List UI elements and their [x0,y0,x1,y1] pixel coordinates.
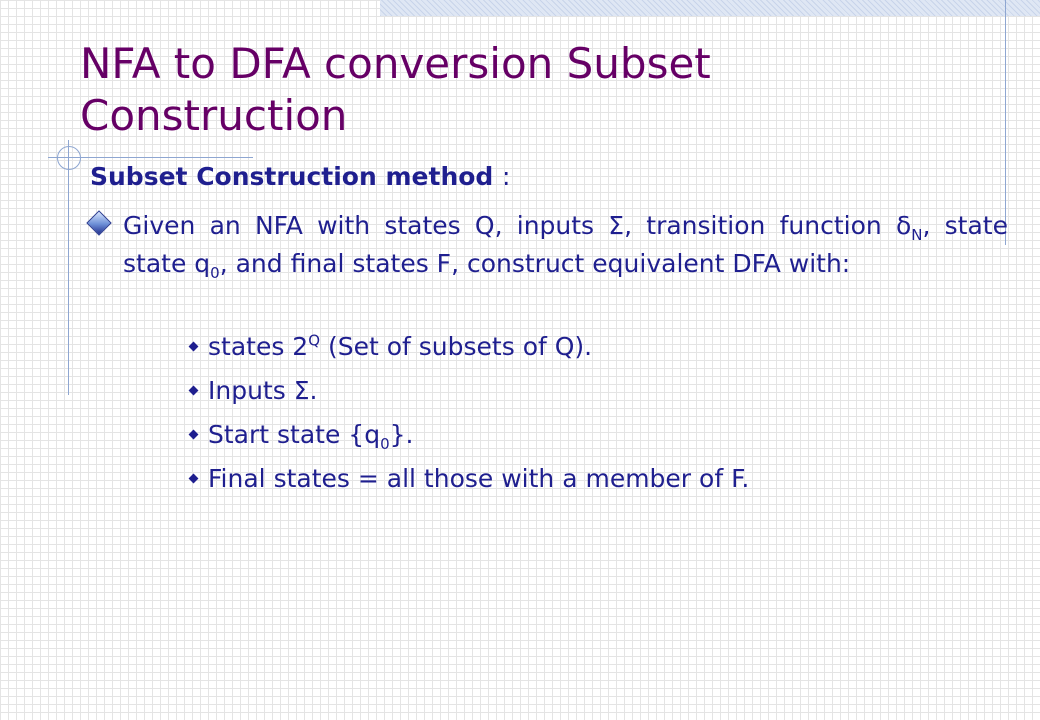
sub-bullet-final [188,460,968,498]
start-text: Start state {q [208,420,381,449]
sub-bullet-inputs [188,372,968,410]
bullet-text-part2: , state state q [123,211,1008,278]
main-bullet-text [123,207,1008,283]
small-diamond-icon [189,474,199,484]
small-diamond-icon [189,386,199,396]
sub-bullet-states [188,328,968,366]
main-bullet [88,207,1008,283]
sub-bullet-start [188,416,968,454]
small-diamond-icon [189,430,199,440]
bullet-text-part3: , and final states F, construct equivalent DFA with: [219,249,851,278]
section-heading [90,160,510,194]
inputs-text: Inputs Σ. [208,376,318,405]
q-subscript: 0 [210,264,220,282]
start-subscript: 0 [380,435,390,453]
slide-title: NFA to DFA conversion Subset Construction [80,39,711,140]
bullet-text-part1: Given an NFA with states Q, inputs Σ, transition function δ [123,211,912,240]
states-suffix: (Set of subsets of Q). [320,332,593,361]
delta-subscript: N [911,226,923,244]
decorative-circle [57,146,81,170]
start-suffix: }. [389,420,414,449]
diamond-bullet-icon [86,210,111,235]
section-heading-colon: : [502,162,511,191]
section-heading-text: Subset Construction method [90,162,494,191]
small-diamond-icon [189,342,199,352]
decorative-line-left [68,140,69,395]
sub-bullet-list [188,328,968,504]
top-decorative-band [380,0,1040,16]
states-superscript: Q [308,331,321,350]
states-text: states 2 [208,332,309,361]
final-text: Final states = all those with a member of F. [208,464,750,493]
